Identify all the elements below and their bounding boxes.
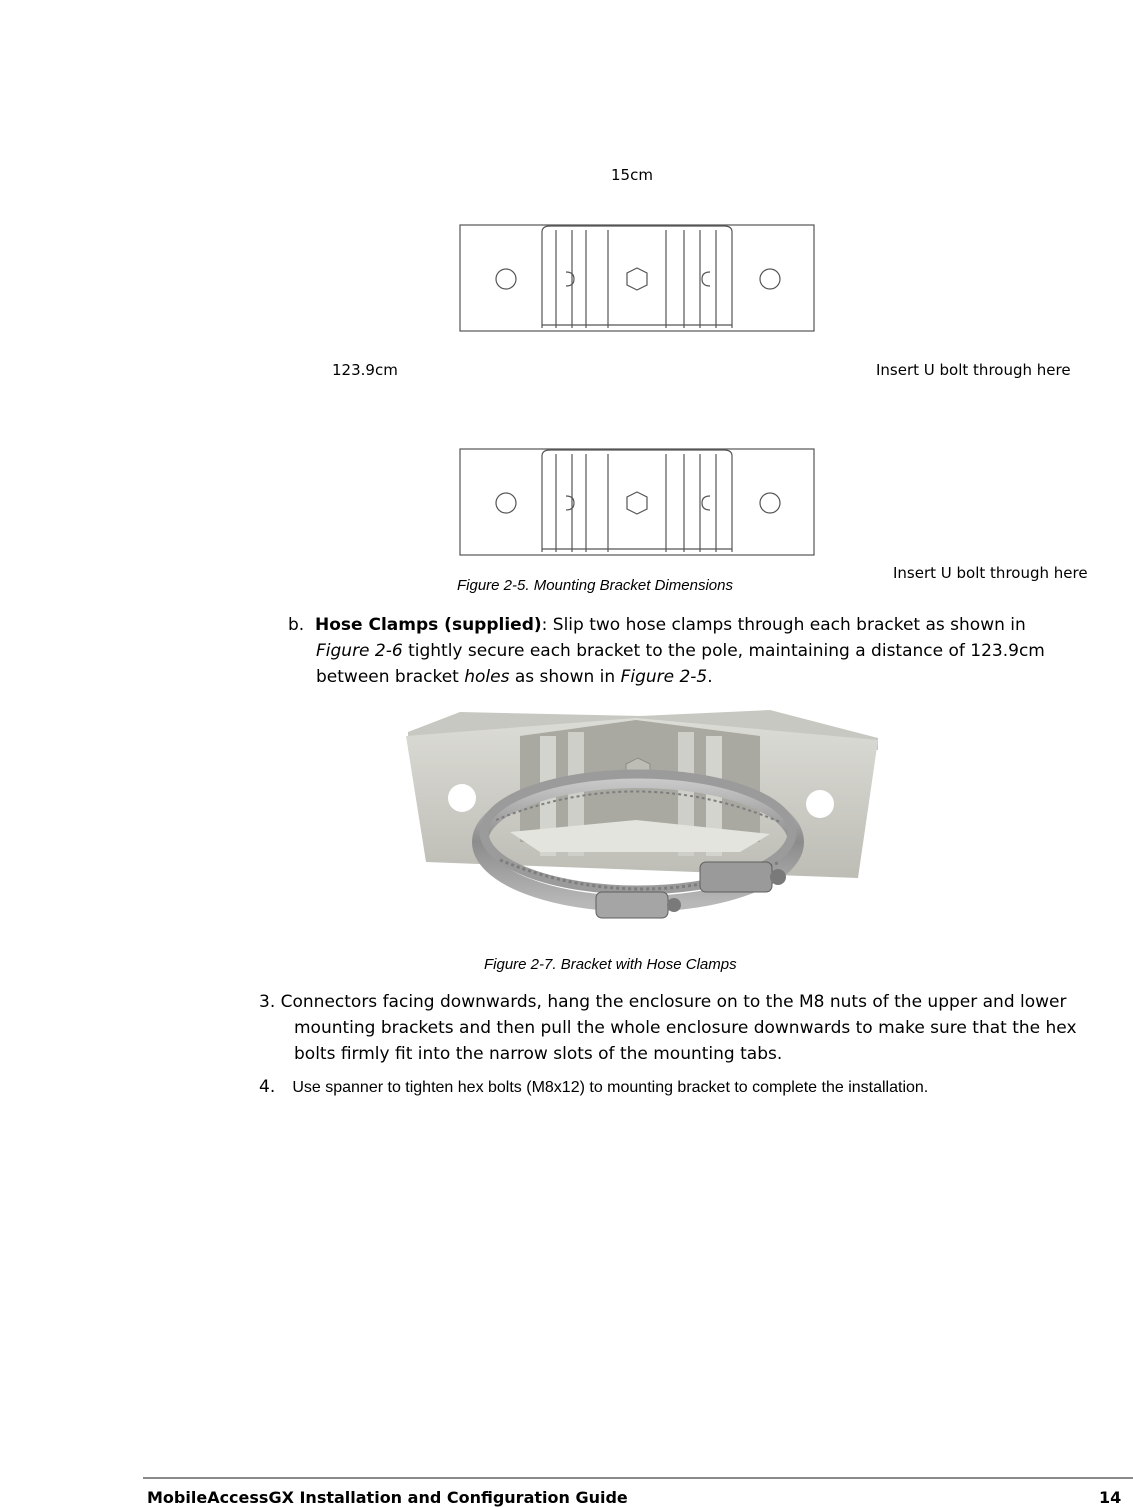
page-number: 14	[1099, 1488, 1122, 1507]
step-3-paragraph	[259, 989, 1131, 1067]
step-b-marker: b.	[288, 615, 305, 635]
step-b-text3: between bracket	[316, 667, 465, 687]
footer-title: MobileAccessGX Installation and Configuration Guide	[147, 1488, 628, 1507]
width-dimension-label: 15cm	[611, 166, 653, 184]
ubolt-label-bottom: Insert U bolt through here	[893, 564, 1088, 582]
distance-dimension-label: 123.9cm	[332, 361, 398, 379]
holes-reference: holes	[464, 667, 510, 687]
figure-2-6-reference[interactable]: Figure 2-6	[316, 641, 403, 661]
figure-2-7-caption: Figure 2-7. Bracket with Hose Clamps	[484, 956, 737, 973]
footer-rule	[143, 1477, 1133, 1479]
upper-bracket-drawing	[458, 222, 818, 334]
step-4-text: Use spanner to tighten hex bolts (M8x12) to mounting bracket to complete the installation.	[292, 1079, 929, 1096]
step-b-text5: .	[707, 667, 713, 687]
figure-2-5-reference[interactable]: Figure 2-5	[620, 667, 708, 687]
lower-bracket-drawing	[458, 446, 818, 558]
ubolt-label-top: Insert U bolt through here	[876, 361, 1071, 379]
figure-2-5-caption: Figure 2-5. Mounting Bracket Dimensions	[457, 577, 733, 594]
step-4-number: 4.	[259, 1077, 276, 1097]
step-b-text1: : Slip two hose clamps through each bracket as shown in	[541, 615, 1026, 635]
step-b-text4: as shown in	[509, 667, 621, 687]
bracket-hose-clamps-photo	[400, 702, 885, 945]
step-3-line2: mounting brackets and then pull the whole enclosure downwards to make sure that the hex	[294, 1018, 1077, 1038]
step-b-paragraph	[288, 612, 1108, 690]
step-3-line1: 3. Connectors facing downwards, hang the enclosure on to the M8 nuts of the upper and lower	[259, 992, 1067, 1012]
step-b-text2: tightly secure each bracket to the pole, maintaining a distance of 123.9cm	[402, 641, 1045, 661]
step-4-paragraph	[259, 1077, 928, 1097]
step-b-title: Hose Clamps (supplied)	[315, 615, 542, 635]
step-3-line3: bolts firmly fit into the narrow slots of the mounting tabs.	[294, 1044, 783, 1064]
